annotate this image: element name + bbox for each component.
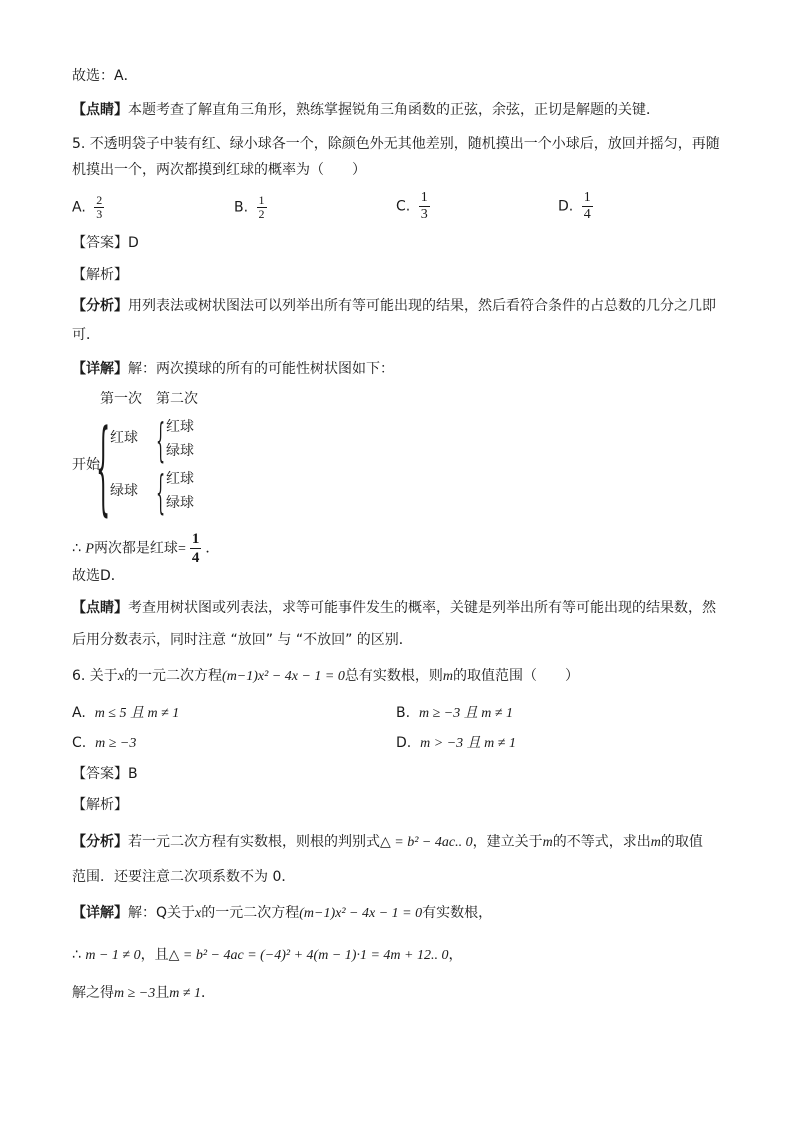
fraction: $\frac{1}{4}$ (583, 190, 591, 222)
q6-option-b: B. m ≥ −3 且 m ≠ 1 (396, 705, 514, 721)
detail-6-line-1: 【详解】解：Q关于x的一元二次方程(m−1)x² − 4x − 1 = 0有实数根， (72, 905, 493, 921)
tree-leaf-red-red: 红球 (166, 419, 194, 435)
tree-leaf-green-green: 绿球 (166, 495, 194, 511)
probability-result: ∴ P两次都是红球= $\frac{1}{4}$ ． (72, 531, 220, 566)
tree-brace-green: { (156, 466, 166, 520)
comment-text: 本题考查了解直角三角形，熟练掌握锐角三角函数的正弦，余弦，正切是解题的关键． (128, 102, 660, 118)
q5-option-c: C. $\frac{1}{3}$ (396, 190, 428, 222)
fraction: $\frac{2}{3}$ (96, 193, 103, 221)
analysis-5-line-2: 可． (72, 327, 100, 343)
tree-leaf-green-red: 红球 (166, 471, 194, 487)
q6-option-d: D. m > −3 且 m ≠ 1 (396, 735, 516, 751)
q5-option-b: B. $\frac{1}{2}$ (234, 193, 265, 221)
comment-5-line-1: 【点睛】考查用树状图或列表法，求等可能事件发生的概率，关键是列举出所有等可能出现的结果数，然 (72, 600, 716, 616)
question-5-line-2: 机摸出一个，两次都摸到红球的概率为（ ） (72, 162, 366, 178)
analysis-6-line-1: 【分析】若一元二次方程有实数根，则根的判别式△ = b² − 4ac.. 0，建立关于m的不等式，求出m的取值 (72, 834, 703, 850)
tree-header-second: 第二次 (156, 391, 198, 407)
detail-5-line-1: 【详解】解：两次摸球的所有的可能性树状图如下： (72, 361, 394, 377)
answer-line-4: 故选：A． (72, 68, 138, 84)
question-6: 6. 关于x的一元二次方程(m−1)x² − 4x − 1 = 0总有实数根，则m的取值范围（ ） (72, 668, 580, 684)
q6-option-a: A. m ≤ 5 且 m ≠ 1 (72, 705, 180, 721)
analysis-6-line-2: 范围．还要注意二次项系数不为 0． (72, 869, 296, 885)
comment-line-4 (72, 100, 660, 120)
choice-5: 故选D． (72, 568, 125, 584)
tree-node-green: 绿球 (110, 483, 138, 499)
fraction: $\frac{1}{2}$ (258, 193, 265, 221)
tree-brace-root: { (96, 406, 111, 528)
fraction: $\frac{1}{4}$ (191, 531, 200, 566)
analysis-5-heading: 【解析】 (72, 267, 128, 283)
tree-leaf-red-green: 绿球 (166, 443, 194, 459)
fraction: $\frac{1}{3}$ (420, 190, 428, 222)
comment-5-line-2: 后用分数表示，同时注意 “放回” 与 “不放回” 的区别． (72, 632, 413, 648)
question-5-line-1: 5. 不透明袋子中装有红、绿小球各一个，除颜色外无其他差别，随机摸出一个小球后，放回并摇匀，再随 (72, 136, 720, 152)
comment-tag: 【点睛】 (72, 102, 128, 118)
tree-header-first: 第一次 (100, 391, 142, 407)
answer-6: 【答案】B (72, 766, 138, 782)
analysis-6-heading: 【解析】 (72, 797, 128, 813)
detail-6-line-2: ∴ m − 1 ≠ 0，且△ = b² − 4ac = (−4)² + 4(m − 1)·1 = 4m + 12.. 0， (72, 947, 463, 963)
analysis-5-line-1: 【分析】用列表法或树状图法可以列举出所有等可能出现的结果，然后看符合条件的占总数的几分之几即 (72, 298, 716, 314)
q5-option-a: A. $\frac{2}{3}$ (72, 193, 103, 221)
tree-brace-red: { (156, 414, 166, 468)
q6-option-c: C. m ≥ −3 (72, 735, 137, 751)
tree-root: 开始 (72, 457, 100, 473)
answer-5: 【答案】D (72, 235, 139, 251)
q5-option-d: D. $\frac{1}{4}$ (558, 190, 591, 222)
tree-node-red: 红球 (110, 430, 138, 446)
detail-6-line-3: 解之得m ≥ −3且m ≠ 1． (72, 985, 216, 1001)
